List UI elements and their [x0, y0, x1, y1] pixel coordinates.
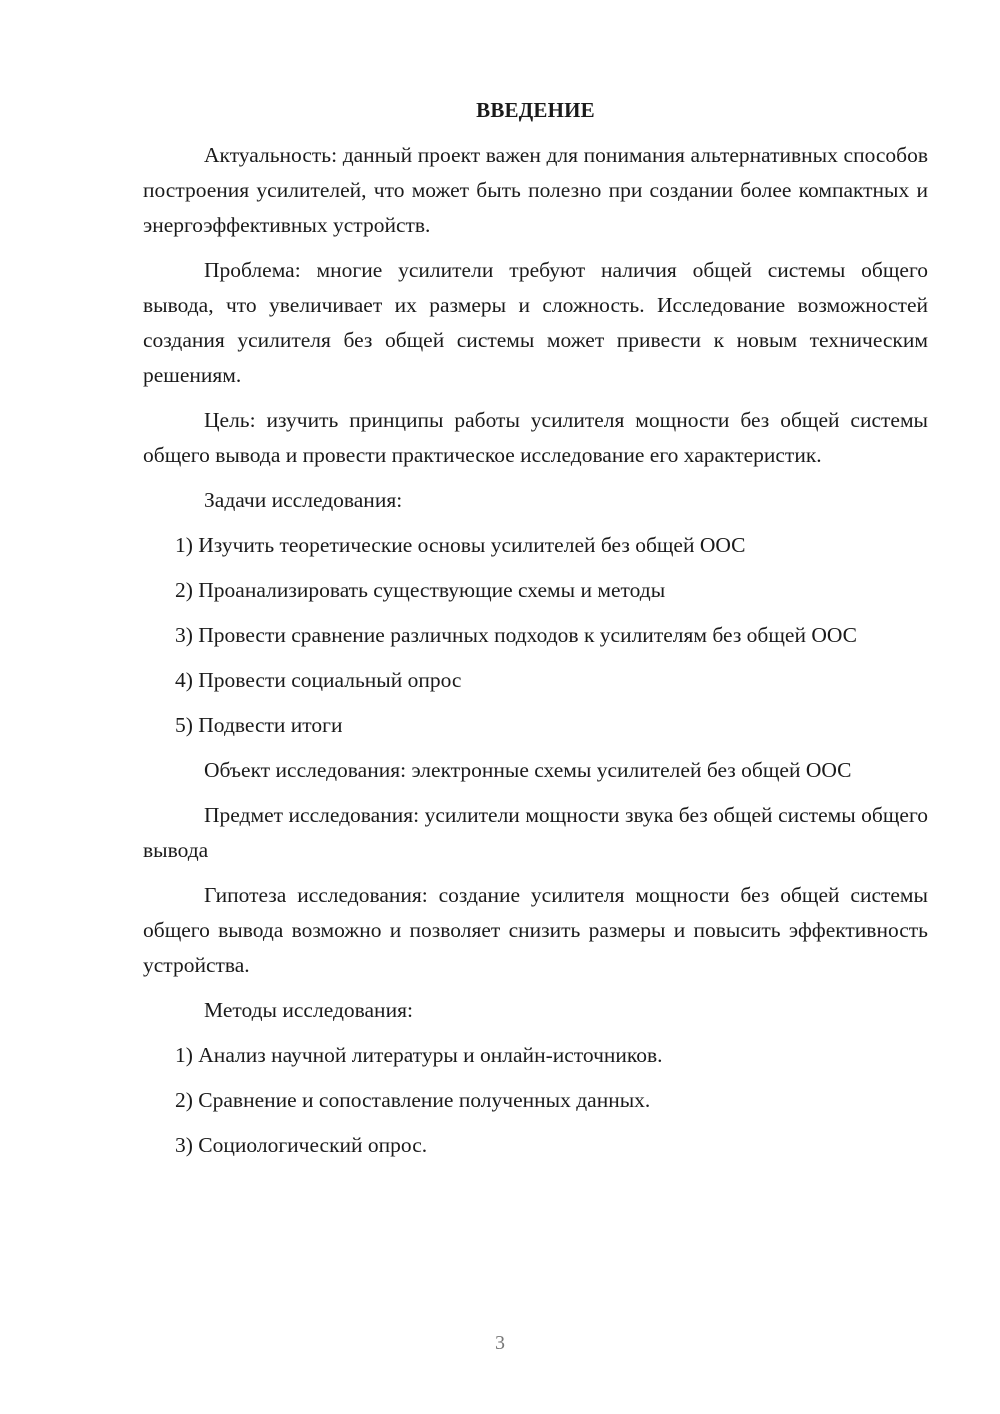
problem-paragraph: Проблема: многие усилители требуют наличия общей системы общего вывода, что увеличивает их размеры и сложность. Исследование возможностей создания усилителя без общей системы может привести к новым техническим решениям. — [143, 258, 928, 387]
object-paragraph: Объект исследования: электронные схемы усилителей без общей ООС — [204, 758, 852, 782]
task-item-1: 1) Изучить теоретические основы усилителей без общей ООС — [175, 533, 746, 557]
tasks-heading: Задачи исследования: — [204, 488, 403, 512]
method-item-2: 2) Сравнение и сопоставление полученных данных. — [175, 1088, 651, 1112]
relevance-paragraph: Актуальность: данный проект важен для понимания альтернативных способов построения усилителей, что может быть полезно при создании более компактных и энергоэффективных устройств. — [143, 143, 928, 237]
method-item-3: 3) Социологический опрос. — [175, 1133, 428, 1157]
methods-heading: Методы исследования: — [204, 998, 413, 1022]
task-item-4: 4) Провести социальный опрос — [175, 668, 462, 692]
subject-paragraph: Предмет исследования: усилители мощности звука без общей системы общего вывода — [143, 803, 928, 862]
task-item-5: 5) Подвести итоги — [175, 713, 343, 737]
page-title: ВВЕДЕНИЕ — [476, 98, 595, 122]
task-item-2: 2) Проанализировать существующие схемы и методы — [175, 578, 666, 602]
document-page — [143, 92, 928, 1173]
method-item-1: 1) Анализ научной литературы и онлайн-источников. — [175, 1043, 663, 1067]
goal-paragraph: Цель: изучить принципы работы усилителя мощности без общей системы общего вывода и провести практическое исследование его характеристик. — [143, 408, 928, 467]
page-number: 3 — [495, 1332, 505, 1354]
task-item-3: 3) Провести сравнение различных подходов к усилителям без общей ООС — [175, 623, 858, 647]
hypothesis-paragraph: Гипотеза исследования: создание усилителя мощности без общей системы общего вывода возможно и позволяет снизить размеры и повысить эффективность устройства. — [143, 883, 928, 977]
